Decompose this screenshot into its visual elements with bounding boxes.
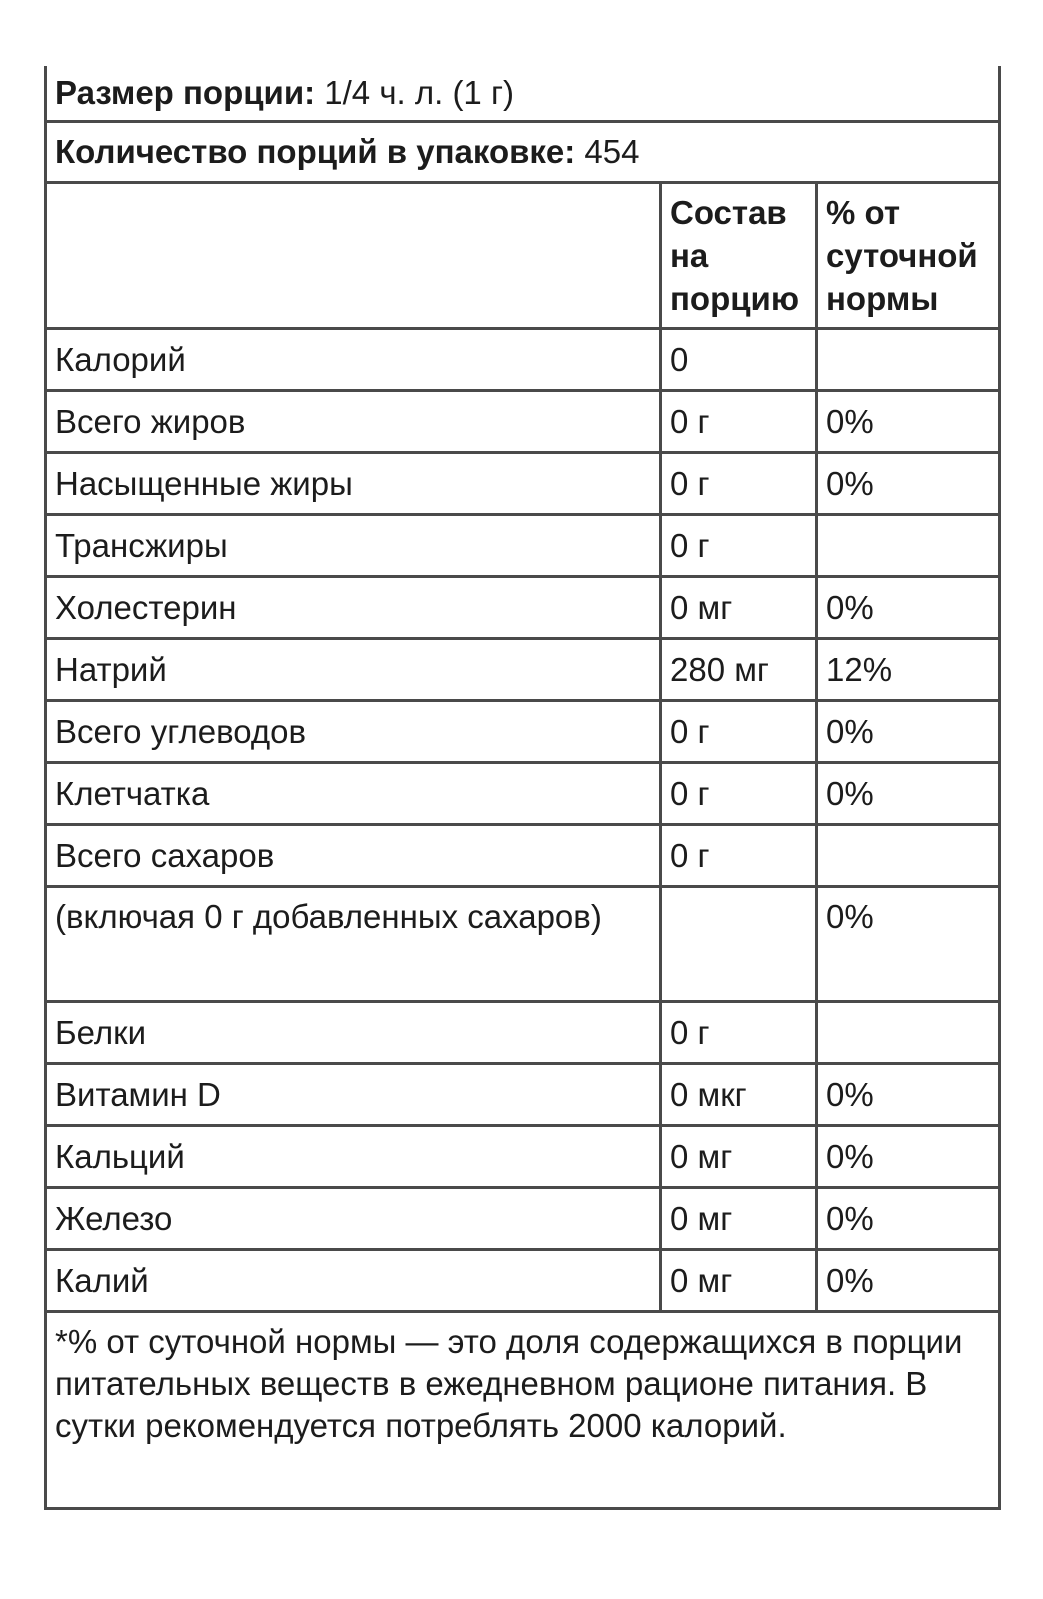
nutrient-row (46, 1126, 1000, 1188)
nutrient-name: (включая 0 г добавленных сахаров) (46, 887, 661, 1002)
nutrient-name: Витамин D (46, 1064, 661, 1126)
column-header-row (46, 183, 1000, 329)
nutrient-daily-value: 0% (817, 1126, 1000, 1188)
column-header-per-serving: Состав на порцию (661, 183, 817, 329)
nutrient-daily-value (817, 1002, 1000, 1064)
nutrient-row (46, 1250, 1000, 1312)
nutrient-row (46, 639, 1000, 701)
nutrient-row (46, 1002, 1000, 1064)
nutrient-name: Всего углеводов (46, 701, 661, 763)
serving-size-label: Размер порции: (55, 74, 316, 111)
nutrient-amount: 0 г (661, 701, 817, 763)
nutrient-daily-value: 0% (817, 701, 1000, 763)
nutrient-row (46, 1064, 1000, 1126)
nutrient-amount: 0 мкг (661, 1064, 817, 1126)
nutrient-daily-value: 0% (817, 453, 1000, 515)
nutrient-row (46, 515, 1000, 577)
nutrient-row (46, 825, 1000, 887)
serving-size-row (46, 66, 1000, 122)
nutrient-amount: 0 мг (661, 1250, 817, 1312)
nutrient-name: Калорий (46, 329, 661, 391)
nutrient-amount (661, 887, 817, 1002)
nutrient-daily-value: 12% (817, 639, 1000, 701)
nutrient-daily-value (817, 825, 1000, 887)
nutrient-amount: 0 г (661, 391, 817, 453)
nutrient-name: Холестерин (46, 577, 661, 639)
servings-per-container-cell (46, 122, 1000, 183)
nutrient-amount: 0 мг (661, 1188, 817, 1250)
nutrient-name: Всего жиров (46, 391, 661, 453)
nutrient-name: Натрий (46, 639, 661, 701)
nutrient-name: Клетчатка (46, 763, 661, 825)
nutrient-row (46, 701, 1000, 763)
nutrient-amount: 0 г (661, 825, 817, 887)
column-header-daily-value: % от суточной нормы (817, 183, 1000, 329)
serving-size-value: 1/4 ч. л. (1 г) (324, 74, 514, 111)
nutrient-name: Всего сахаров (46, 825, 661, 887)
nutrient-name: Железо (46, 1188, 661, 1250)
column-header-empty (46, 183, 661, 329)
nutrient-daily-value: 0% (817, 1188, 1000, 1250)
nutrient-row (46, 577, 1000, 639)
footnote-text: *% от суточной нормы — это доля содержащихся в порции питательных веществ в ежедневном рационе питания. В сутки рекомендуется потреблять 2000 калорий. (46, 1312, 1000, 1509)
nutrient-amount: 0 г (661, 763, 817, 825)
nutrient-amount: 0 г (661, 515, 817, 577)
nutrient-amount: 0 мг (661, 1126, 817, 1188)
servings-per-container-value: 454 (584, 133, 640, 170)
nutrient-amount: 0 г (661, 453, 817, 515)
nutrient-rows (46, 329, 1000, 1312)
nutrient-row (46, 453, 1000, 515)
nutrition-facts-table (44, 66, 1001, 1510)
nutrient-daily-value: 0% (817, 763, 1000, 825)
footnote-row (46, 1312, 1000, 1509)
nutrient-name: Калий (46, 1250, 661, 1312)
nutrient-row (46, 391, 1000, 453)
nutrient-name: Насыщенные жиры (46, 453, 661, 515)
nutrient-amount: 0 г (661, 1002, 817, 1064)
nutrient-amount: 280 мг (661, 639, 817, 701)
serving-size-cell (46, 66, 1000, 122)
nutrient-amount: 0 мг (661, 577, 817, 639)
nutrient-row (46, 329, 1000, 391)
nutrient-amount: 0 (661, 329, 817, 391)
nutrient-daily-value (817, 329, 1000, 391)
nutrient-daily-value: 0% (817, 1250, 1000, 1312)
nutrient-daily-value: 0% (817, 887, 1000, 1002)
nutrient-daily-value: 0% (817, 577, 1000, 639)
nutrient-daily-value: 0% (817, 391, 1000, 453)
nutrient-name: Кальций (46, 1126, 661, 1188)
nutrient-name: Трансжиры (46, 515, 661, 577)
nutrient-row (46, 763, 1000, 825)
nutrient-row (46, 1188, 1000, 1250)
servings-per-container-row (46, 122, 1000, 183)
nutrient-daily-value: 0% (817, 1064, 1000, 1126)
nutrient-name: Белки (46, 1002, 661, 1064)
nutrient-daily-value (817, 515, 1000, 577)
nutrient-row (46, 887, 1000, 1002)
servings-per-container-label: Количество порций в упаковке: (55, 133, 576, 170)
